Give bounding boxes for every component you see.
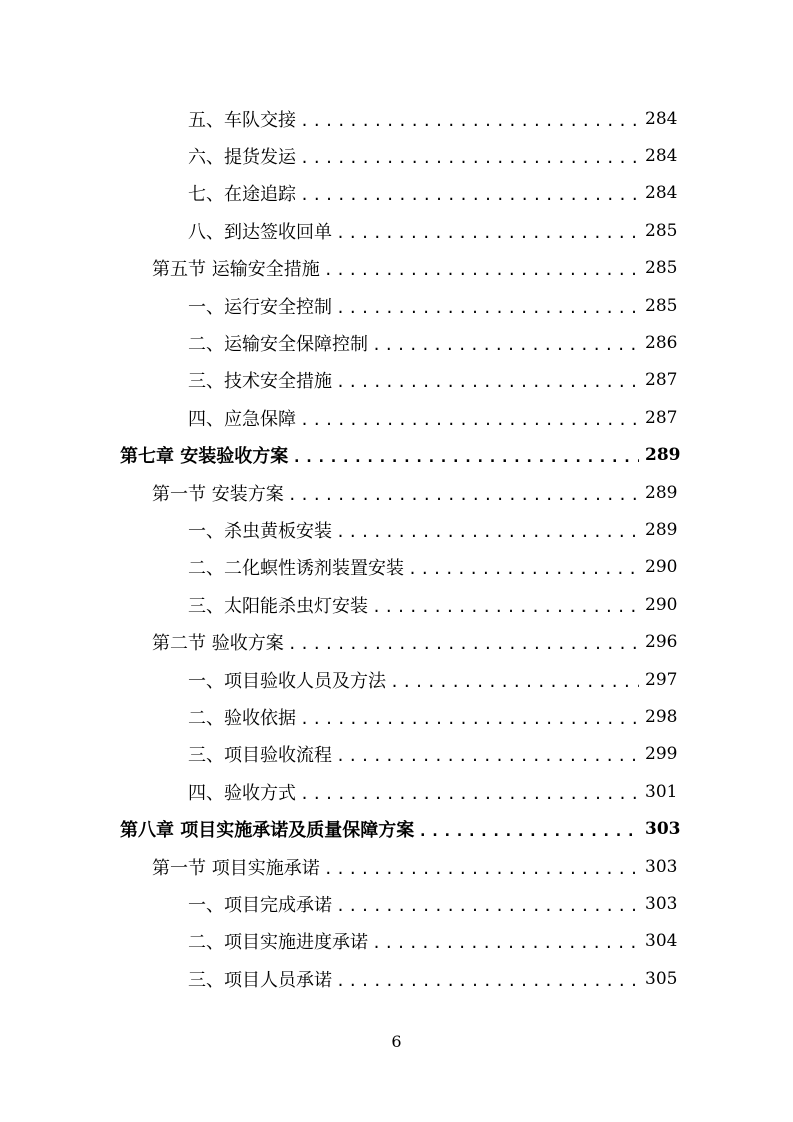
toc-entry[interactable] bbox=[0, 100, 793, 137]
toc-dot-leader bbox=[336, 523, 639, 541]
toc-entry[interactable] bbox=[0, 324, 793, 361]
toc-entry-page: 289 bbox=[645, 445, 681, 466]
toc-dot-leader bbox=[408, 560, 639, 578]
toc-entry[interactable] bbox=[0, 586, 793, 623]
toc-dot-leader bbox=[292, 448, 639, 466]
toc-entry[interactable] bbox=[0, 399, 793, 436]
toc-dot-leader bbox=[300, 785, 639, 803]
toc-entry-title: 一、杀虫黄板安装 bbox=[188, 520, 332, 542]
toc-entry-title: 四、验收方式 bbox=[188, 782, 296, 804]
toc-entry-title: 三、项目验收流程 bbox=[188, 745, 332, 767]
toc-entry-title: 三、项目人员承诺 bbox=[188, 969, 332, 991]
toc-dot-leader bbox=[336, 747, 639, 765]
toc-entry-page: 285 bbox=[645, 220, 678, 241]
toc-entry[interactable] bbox=[0, 549, 793, 586]
toc-dot-leader bbox=[336, 897, 639, 915]
toc-dot-leader bbox=[300, 112, 639, 130]
toc-entry-title: 三、太阳能杀虫灯安装 bbox=[188, 595, 368, 617]
toc-dot-leader bbox=[336, 972, 639, 990]
toc-entry-title: 二、验收依据 bbox=[188, 707, 296, 729]
toc-entry-title: 一、项目验收人员及方法 bbox=[188, 670, 386, 692]
toc-entry-page: 303 bbox=[645, 856, 678, 877]
toc-entry[interactable] bbox=[0, 362, 793, 399]
toc-dot-leader bbox=[372, 934, 639, 952]
toc-dot-leader bbox=[324, 860, 639, 878]
table-of-contents bbox=[0, 100, 793, 997]
toc-entry-title: 八、到达签收回单 bbox=[188, 221, 332, 243]
toc-entry[interactable] bbox=[0, 661, 793, 698]
toc-entry-title: 二、运输安全保障控制 bbox=[188, 334, 368, 356]
toc-dot-leader bbox=[372, 598, 639, 616]
toc-dot-leader bbox=[288, 486, 639, 504]
toc-dot-leader bbox=[300, 411, 639, 429]
toc-entry[interactable] bbox=[0, 960, 793, 997]
toc-entry-title: 五、车队交接 bbox=[188, 109, 296, 131]
toc-entry-page: 296 bbox=[645, 632, 678, 653]
toc-dot-leader bbox=[372, 336, 639, 354]
toc-entry-page: 297 bbox=[645, 669, 678, 690]
toc-dot-leader bbox=[390, 673, 639, 691]
toc-entry-page: 303 bbox=[645, 819, 681, 840]
toc-entry-page: 287 bbox=[645, 370, 678, 391]
toc-entry-page: 290 bbox=[645, 594, 678, 615]
toc-entry[interactable] bbox=[0, 175, 793, 212]
toc-dot-leader bbox=[336, 299, 639, 317]
toc-entry-title: 第八章 项目实施承诺及质量保障方案 bbox=[120, 820, 415, 842]
toc-entry[interactable] bbox=[0, 287, 793, 324]
toc-entry-page: 299 bbox=[645, 744, 678, 765]
toc-entry-page: 304 bbox=[645, 931, 678, 952]
toc-dot-leader bbox=[418, 822, 639, 840]
toc-entry-title: 第二节 验收方案 bbox=[152, 633, 284, 655]
toc-section-entry[interactable] bbox=[0, 848, 793, 885]
toc-dot-leader bbox=[336, 373, 639, 391]
toc-dot-leader bbox=[324, 261, 639, 279]
toc-entry-title: 第一节 安装方案 bbox=[152, 483, 284, 505]
toc-entry-title: 第五节 运输安全措施 bbox=[152, 259, 320, 281]
toc-section-entry[interactable] bbox=[0, 623, 793, 660]
toc-dot-leader bbox=[300, 710, 639, 728]
toc-entry[interactable] bbox=[0, 698, 793, 735]
toc-entry-page: 305 bbox=[645, 968, 678, 989]
toc-section-entry[interactable] bbox=[0, 250, 793, 287]
toc-entry-title: 四、应急保障 bbox=[188, 408, 296, 430]
toc-entry-title: 二、二化螟性诱剂装置安装 bbox=[188, 558, 404, 580]
toc-entry-title: 七、在途追踪 bbox=[188, 184, 296, 206]
toc-chapter-entry[interactable] bbox=[0, 437, 793, 474]
toc-entry-page: 284 bbox=[645, 183, 678, 204]
page-number: 6 bbox=[391, 1032, 402, 1051]
toc-entry-page: 289 bbox=[645, 482, 678, 503]
toc-entry[interactable] bbox=[0, 137, 793, 174]
toc-entry[interactable] bbox=[0, 511, 793, 548]
toc-entry-page: 287 bbox=[645, 407, 678, 428]
toc-entry-page: 303 bbox=[645, 893, 678, 914]
toc-entry[interactable] bbox=[0, 885, 793, 922]
toc-entry-page: 286 bbox=[645, 333, 678, 354]
toc-entry[interactable] bbox=[0, 773, 793, 810]
toc-entry-title: 二、项目实施进度承诺 bbox=[188, 932, 368, 954]
toc-entry-page: 289 bbox=[645, 519, 678, 540]
toc-dot-leader bbox=[300, 186, 639, 204]
toc-entry-page: 285 bbox=[645, 258, 678, 279]
toc-dot-leader bbox=[288, 635, 639, 653]
toc-entry-page: 284 bbox=[645, 108, 678, 129]
toc-entry-title: 六、提货发运 bbox=[188, 147, 296, 169]
toc-entry-title: 一、项目完成承诺 bbox=[188, 894, 332, 916]
toc-section-entry[interactable] bbox=[0, 474, 793, 511]
toc-entry-page: 285 bbox=[645, 295, 678, 316]
toc-entry-title: 三、技术安全措施 bbox=[188, 371, 332, 393]
toc-entry-page: 301 bbox=[645, 781, 678, 802]
toc-chapter-entry[interactable] bbox=[0, 810, 793, 847]
toc-dot-leader bbox=[336, 224, 639, 242]
toc-dot-leader bbox=[300, 149, 639, 167]
toc-entry-page: 290 bbox=[645, 557, 678, 578]
toc-entry[interactable] bbox=[0, 212, 793, 249]
toc-entry[interactable] bbox=[0, 736, 793, 773]
toc-entry-title: 第一节 项目实施承诺 bbox=[152, 857, 320, 879]
toc-entry-page: 284 bbox=[645, 146, 678, 167]
toc-entry-page: 298 bbox=[645, 706, 678, 727]
toc-entry-title: 第七章 安装验收方案 bbox=[120, 446, 289, 468]
toc-entry-title: 一、运行安全控制 bbox=[188, 296, 332, 318]
toc-entry[interactable] bbox=[0, 923, 793, 960]
